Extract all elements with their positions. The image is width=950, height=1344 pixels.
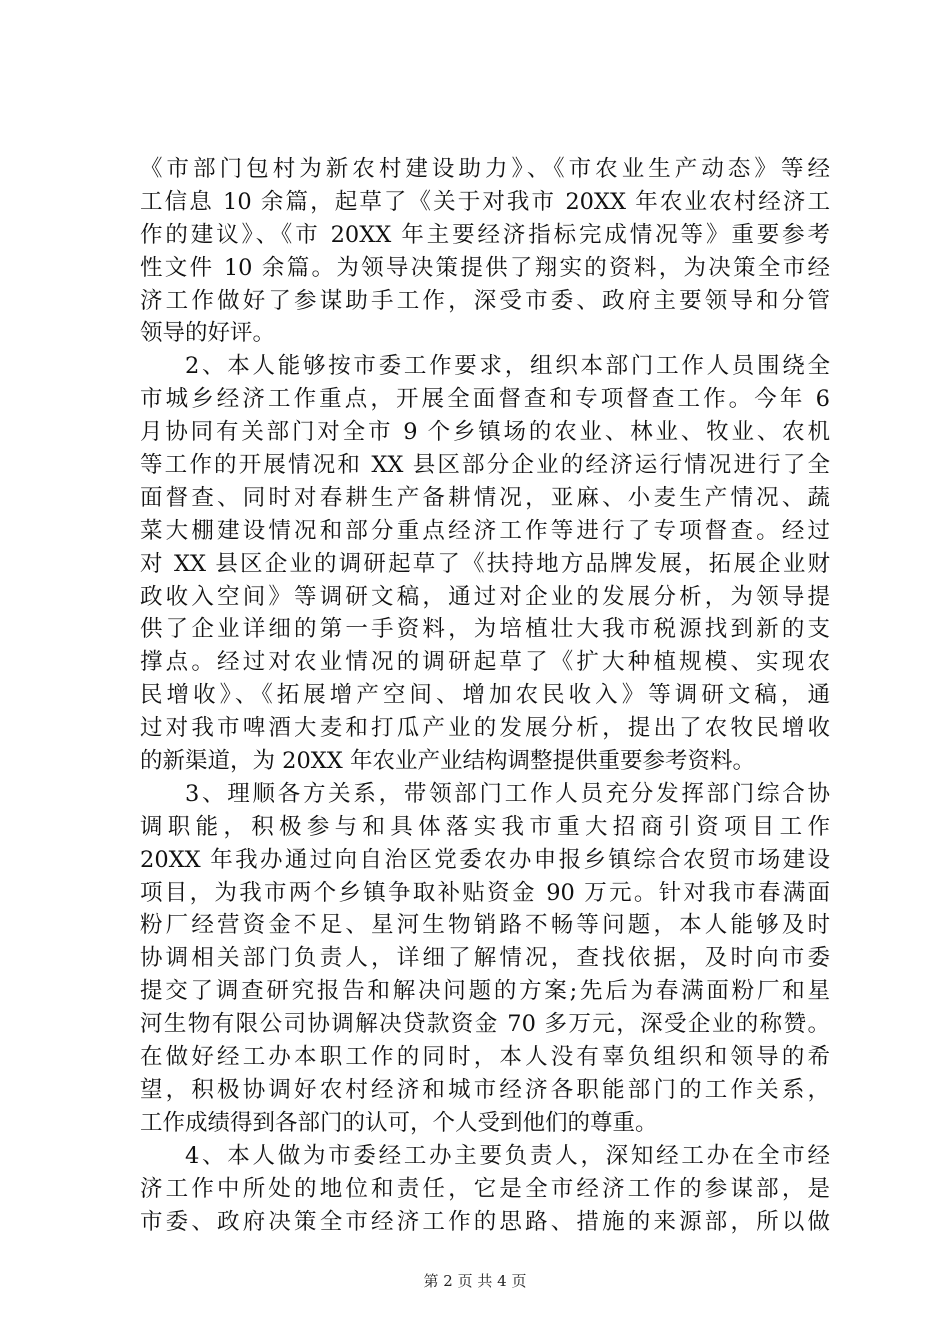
- text-line: 3、理顺各方关系，带领部门工作人员充分发挥部门综合协: [185, 780, 830, 807]
- text-line: 望，积极协调好农村经济和城市经济各职能部门的工作关系，: [140, 1076, 830, 1103]
- text-line: 性文件 10 余篇。为领导决策提供了翔实的资料，为决策全市经: [140, 254, 830, 281]
- text-line: 市委、政府决策全市经济工作的思路、措施的来源部，所以做: [140, 1208, 830, 1235]
- text-line: 民增收》、《拓展增产空间、增加农民收入》等调研文稿，通: [140, 682, 830, 709]
- text-line: 河生物有限公司协调解决贷款资金 70 多万元，深受企业的称赞。: [140, 1011, 830, 1038]
- paragraph-2: [140, 350, 830, 778]
- paragraph-1: [140, 153, 830, 350]
- text-line: 过对我市啤酒大麦和打瓜产业的发展分析，提出了农牧民增收: [140, 715, 830, 742]
- text-line: 工作成绩得到各部门的认可，个人受到他们的尊重。: [140, 1109, 658, 1136]
- document-body: [140, 153, 830, 1238]
- text-line: 供了企业详细的第一手资料，为培植壮大我市税源找到新的支: [140, 616, 830, 643]
- text-line: 粉厂经营资金不足、星河生物销路不畅等问题，本人能够及时: [140, 912, 830, 939]
- text-line: 撑点。经过对农业情况的调研起草了《扩大种植规模、实现农: [140, 649, 830, 676]
- text-line: 4、本人做为市委经工办主要负责人，深知经工办在全市经: [185, 1142, 830, 1169]
- text-line: 工信息 10 余篇，起草了《关于对我市 20XX 年农业农村经济工: [140, 188, 830, 215]
- text-line: 项目，为我市两个乡镇争取补贴资金 90 万元。针对我市春满面: [140, 879, 830, 906]
- text-line: 市城乡经济工作重点，开展全面督查和专项督查工作。今年 6: [140, 386, 830, 413]
- text-line: 提交了调查研究报告和解决问题的方案;先后为春满面粉厂和星: [140, 978, 830, 1005]
- text-line: 调职能，积极参与和具体落实我市重大招商引资项目工作: [140, 813, 830, 840]
- text-line: 《市部门包村为新农村建设助力》、《市农业生产动态》等经: [140, 156, 830, 182]
- paragraph-3: [140, 778, 830, 1140]
- text-line: 2、本人能够按市委工作要求，组织本部门工作人员围绕全: [185, 353, 830, 380]
- text-line: 济工作中所处的地位和责任，它是全市经济工作的参谋部，是: [140, 1175, 830, 1202]
- text-line: 面督查、同时对春耕生产备耕情况，亚麻、小麦生产情况、蔬: [140, 484, 830, 511]
- text-line: 等工作的开展情况和 XX 县区部分企业的经济运行情况进行了全: [140, 452, 830, 479]
- text-line: 菜大棚建设情况和部分重点经济工作等进行了专项督查。经过: [140, 517, 830, 544]
- text-line: 月协同有关部门对全市 9 个乡镇场的农业、林业、牧业、农机: [140, 419, 830, 446]
- text-line: 济工作做好了参谋助手工作，深受市委、政府主要领导和分管: [140, 287, 830, 314]
- text-line: 在做好经工办本职工作的同时，本人没有辜负组织和领导的希: [140, 1044, 830, 1071]
- page-number-footer: 第 2 页 共 4 页: [423, 1272, 527, 1290]
- text-line: 政收入空间》等调研文稿，通过对企业的发展分析，为领导提: [140, 583, 830, 610]
- text-line: 协调相关部门负责人，详细了解情况，查找依据，及时向市委: [140, 945, 830, 972]
- text-line: 的新渠道，为 20XX 年农业产业结构调整提供重要参考资料。: [140, 748, 755, 775]
- paragraph-4: [140, 1140, 830, 1239]
- text-line: 对 XX 县区企业的调研起草了《扶持地方品牌发展，拓展企业财: [140, 550, 830, 577]
- text-line: 作的建议》、《市 20XX 年主要经济指标完成情况等》重要参考: [140, 221, 830, 248]
- text-line: 领导的好评。: [140, 320, 276, 347]
- text-line: 20XX 年我办通过向自治区党委农办申报乡镇综合农贸市场建设: [140, 846, 830, 873]
